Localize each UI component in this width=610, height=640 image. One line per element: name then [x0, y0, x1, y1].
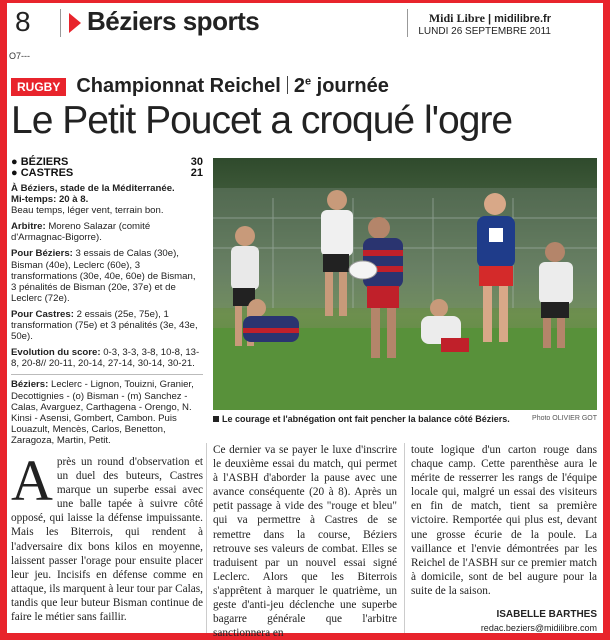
author-email: redac.beziers@midilibre.com	[480, 623, 597, 633]
venue: À Béziers, stade de la Méditerranée. Mi-temps: 20 à 8. Beau temps, léger vent, terrain bon.	[11, 183, 175, 217]
newspaper-page	[7, 3, 603, 640]
author: ISABELLE BARTHES	[496, 609, 597, 620]
page-header	[7, 3, 603, 43]
article-column: toute logique d'un carton rouge dans chaque camp. Cette parenthèse aura le mérite de resserrer les rangs de l'équipe locale qui, malgré un essai des visiteurs en fin de match, tient sa première victoire. Remportée qui plus est, devant une grosse écurie de la poule. La vaillance et l'envie démontrées par les Reichel de l'ASBH sur ce premier match à domicile, sont de bel augure pour la suite de la saison.	[411, 444, 597, 597]
header-divider	[60, 9, 61, 37]
column-divider	[206, 443, 207, 633]
referee: Arbitre: Moreno Salazar (comité d'Armagnac-Bigorre).	[11, 221, 151, 244]
section-title: Béziers sports	[87, 6, 260, 36]
page-code: O7---	[9, 51, 30, 61]
caption-bullet	[213, 416, 219, 422]
score-box	[11, 157, 203, 179]
page-number: 8	[15, 6, 31, 37]
header-divider	[407, 9, 408, 37]
article-column: Ce dernier va se payer le luxe d'inscrire le deuxième essai du match, qui permet à l'ASBH d'aborder la pause avec une avance conséquente (20 à 8). Après un petit passage à vide des "rouge et bleu" qui va permettre à Castres de se remettre dans la course, Béziers retrouve ses valeurs de combat. Elles se traduisent par un nouvel essai signé Leclerc. Alors que les Biterrois s'apprêtent à marquer le quatrième, un geste d'anti-jeu déclenche une superbe bagarre générale que l'arbitre sanctionnera en	[213, 444, 397, 640]
kicker	[11, 75, 389, 98]
newspaper-name: Midi Libre | midilibre.fr	[428, 11, 551, 25]
score-evolution: Evolution du score: 0-3, 3-3, 3-8, 10-8, 13-8, 20-8// 20-11, 20-14, 27-14, 30-14, 30-21.	[11, 347, 200, 370]
issue-date: LUNDI 26 SEPTEMBRE 2011	[418, 26, 551, 37]
photo-credit: Photo OLIVIER GOT	[532, 415, 597, 422]
headline: Le Petit Poucet a croqué l'ogre	[11, 99, 513, 142]
match-photo	[213, 158, 597, 410]
divider	[11, 374, 203, 375]
sport-tag: RUGBY	[11, 78, 66, 96]
match-info	[11, 183, 203, 451]
rugby-photo-illustration	[213, 158, 597, 410]
photo-caption: Le courage et l'abnégation ont fait pencher la balance côté Béziers. Photo OLIVIER GOT	[213, 414, 597, 424]
arrow-icon	[69, 13, 81, 33]
drop-cap: A	[11, 448, 53, 513]
column-divider	[404, 443, 405, 633]
article-column: Après un round d'observation et un duel des buteurs, Castres marque un superbe essai avec une balle tapée à suivre côté opposé, qui laisse la défense impuissante. Mais les Biterrois, qui rendent à l'adversaire dix bons kilos en moyenne, laissent passer l'orage pour ensuite placer leur jeu. Incisifs en défense comme en attaque, ils marquent à leur tour par Calas, tandis que leur buteur Bisman continue de faire le métier sans faillir.	[11, 448, 203, 624]
score-row: ● BÉZIERS 30	[11, 156, 203, 168]
score-row: ● CASTRES 21	[11, 167, 203, 179]
lineup-beziers: Béziers: Leclerc - Lignon, Touizni, Granier, Decottignies - (o) Bisman - (m) Sanchez - Calas, Avarguez, Carthagena - Orengo, N. Kinsi - Asensi, Gombert, Cambon. Puis Louazult, Mencès, Carlos, Benetton, Zaragoza, Martin, Petit.	[11, 379, 194, 446]
competition-title: Championnat Reichel 2e journée	[76, 75, 389, 97]
scoring-beziers: Pour Béziers: 3 essais de Calas (30e), Bisman (40e), Leclerc (60e), 3 transformations (30e, 40e, 60e) de Bisman, 3 pénalités de Bisman (20e, 37e) et de Leclerc (72e).	[11, 248, 196, 304]
scoring-castres: Pour Castres: 2 essais (25e, 75e), 1 transformation (75e) et 3 pénalités (3e, 43e, 50e).	[11, 308, 198, 343]
